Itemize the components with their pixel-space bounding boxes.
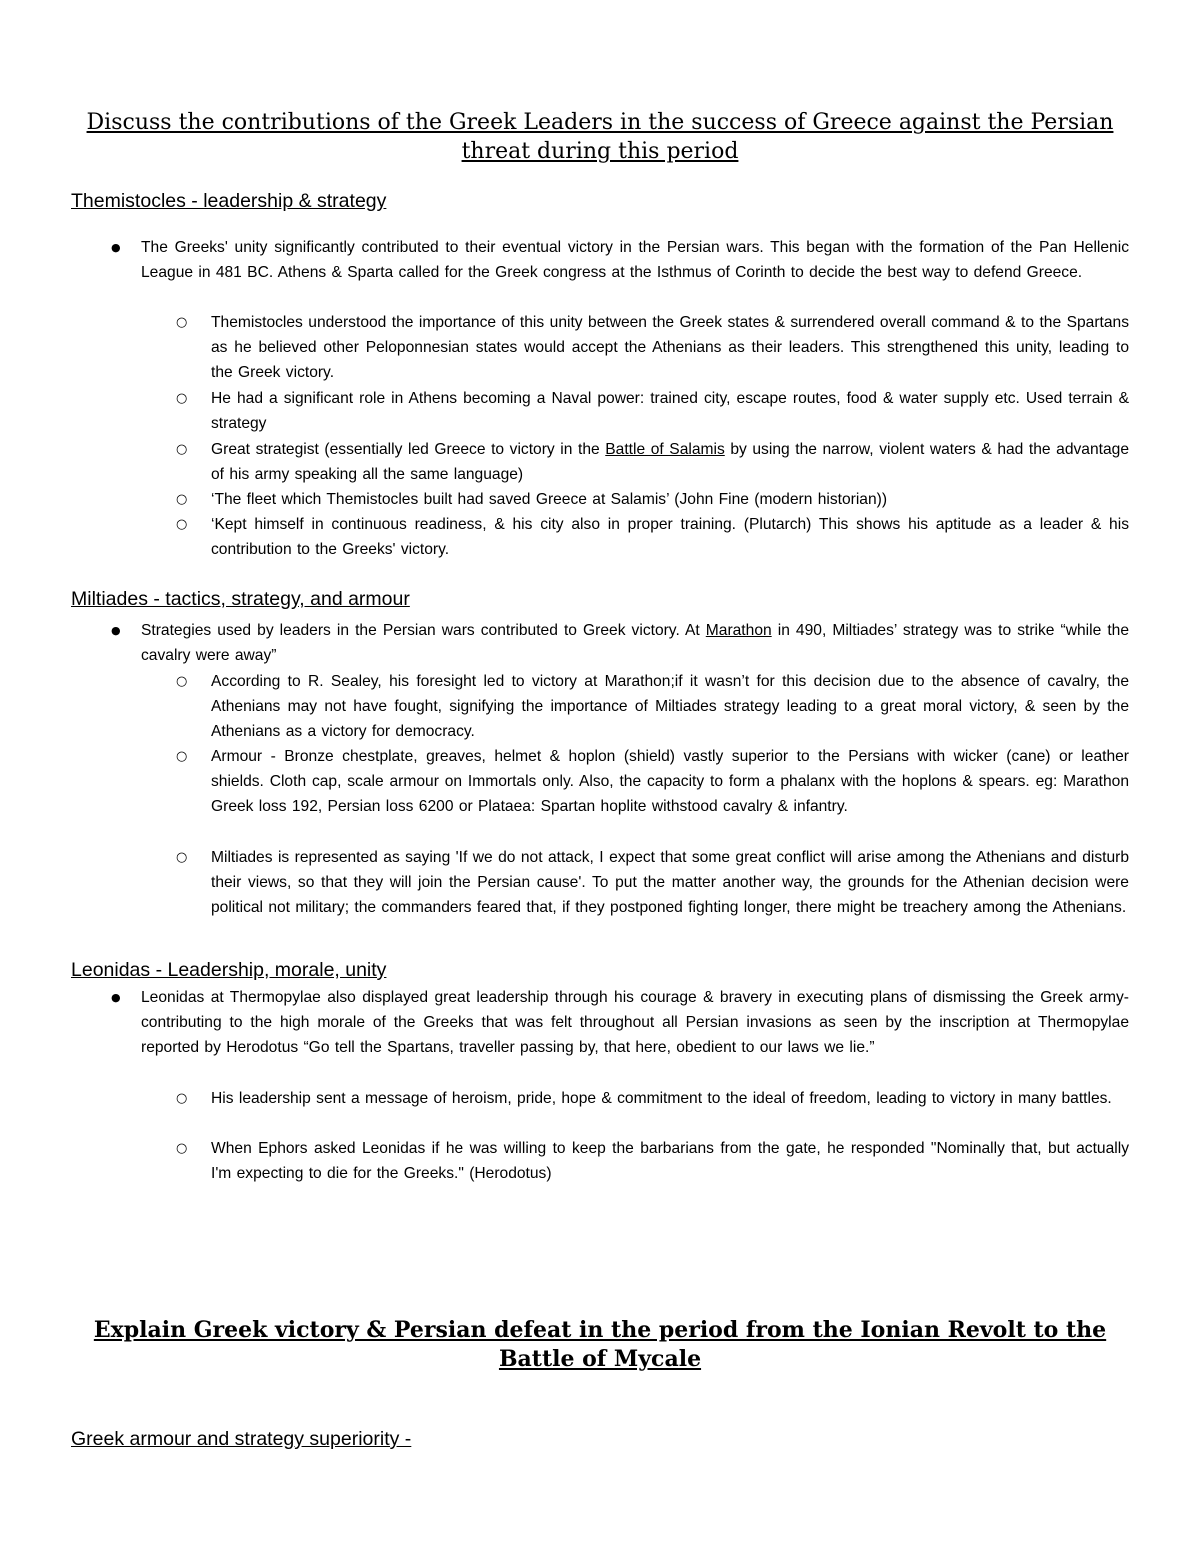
- sub-bullet-icon: ○: [176, 442, 188, 457]
- sub-bullet-icon: ○: [176, 674, 188, 689]
- subsection-heading: Greek armour and strategy superiority -: [71, 1428, 412, 1450]
- sub-bullet-icon: ○: [176, 391, 188, 406]
- list-item: [141, 618, 1129, 668]
- sub-bullet-icon: ○: [176, 1141, 188, 1156]
- sub-list-item: ‘Kept himself in continuous readiness, & his city also in proper training. (Plutarch) This shows his aptitude as a leader & his contribution to the Greeks' victory.: [211, 516, 1129, 559]
- bullet-icon: ●: [111, 991, 121, 1004]
- sub-list-item: ‘The fleet which Themistocles built had saved Greece at Salamis’ (John Fine (modern historian)): [211, 491, 888, 508]
- bullet-icon: ●: [111, 241, 121, 254]
- list-item: The Greeks' unity significantly contributed to their eventual victory in the Persian wars. This began with the formation of the Pan Hellenic League in 481 BC. Athens & Sparta called for the Greek congress at the Isthmus of Corinth to decide the best way to defend Greece.: [141, 239, 1129, 282]
- sub-list-item: Themistocles understood the importance of this unity between the Greek states & surrendered overall command & to the Spartans as he believed other Peloponnesian states would accept the Athenians as their leaders. This strengthened this unity, leading to the Greek victory.: [211, 314, 1129, 382]
- sub-list-item: Miltiades is represented as saying 'If we do not attack, I expect that some great conflict will arise among the Athenians and disturb their views, so that they will join the Persian cause'. To put the matter another way, the grounds for the Athenian decision were political not military; the commanders feared that, if they postponed fighting longer, there might be treachery among the Athenians.: [211, 849, 1129, 917]
- sub-bullet-icon: ○: [176, 749, 188, 764]
- subsection-heading: Themistocles - leadership & strategy: [71, 190, 387, 212]
- link-marathon[interactable]: Marathon: [705, 622, 772, 639]
- sub-bullet-icon: ○: [176, 315, 188, 330]
- bullet-icon: ●: [111, 624, 121, 637]
- section-title: Explain Greek victory & Persian defeat in the period from the Ionian Revolt to the Battle of Mycale: [93, 1317, 1107, 1372]
- sub-bullet-icon: ○: [176, 1091, 188, 1106]
- sub-bullet-icon: ○: [176, 492, 188, 507]
- sub-list-item: He had a significant role in Athens becoming a Naval power: trained city, escape routes, food & water supply etc. Used terrain & strategy: [211, 390, 1129, 433]
- sub-list-item: [211, 437, 1129, 487]
- sub-bullet-icon: ○: [176, 850, 188, 865]
- item-text: in 490, Miltiades’ strategy was to strike “while the cavalry were away”: [141, 622, 1129, 665]
- subsection-heading: Leonidas - Leadership, morale, unity: [71, 959, 387, 981]
- sub-list-item: According to R. Sealey, his foresight led to victory at Marathon;if it wasn’t for this decision due to the absence of cavalry, the Athenians may not have fought, signifying the importance of Miltiades strategy leading to a great moral victory, & seen by the Athenians as a victory for democracy.: [211, 673, 1129, 741]
- sub-bullet-icon: ○: [176, 517, 188, 532]
- section-title: Discuss the contributions of the Greek Leaders in the success of Greece against the Persian threat during this period: [86, 110, 1114, 164]
- item-text: by using the narrow, violent waters & had the advantage of his army speaking all the same language): [211, 441, 1130, 484]
- item-text: Great strategist (essentially led Greece to victory in the: [211, 441, 606, 458]
- sub-list-item: Armour - Bronze chestplate, greaves, helmet & hoplon (shield) vastly superior to the Persians with wicker (cane) or leather shields. Cloth cap, scale armour on Immortals only. Also, the capacity to form a phalanx with the hoplons & spears. eg: Marathon Greek loss 192, Persian loss 6200 or Plataea: Spartan hoplite withstood cavalry & infantry.: [211, 748, 1129, 816]
- link-battle-of-salamis[interactable]: Battle of Salamis: [605, 441, 725, 458]
- sub-list-item: When Ephors asked Leonidas if he was willing to keep the barbarians from the gate, he responded "Nominally that, but actually I'm expecting to die for the Greeks." (Herodotus): [211, 1140, 1129, 1183]
- sub-list-item: His leadership sent a message of heroism, pride, hope & commitment to the ideal of freedom, leading to victory in many battles.: [211, 1090, 1112, 1107]
- item-text: Strategies used by leaders in the Persian wars contributed to Greek victory. At: [141, 622, 706, 639]
- list-item: Leonidas at Thermopylae also displayed great leadership through his courage & bravery in executing plans of dismissing the Greek army- contributing to the high morale of the Greeks that was felt throughout all Persian invasions as seen by the inscription at Thermopylae reported by Herodotus “Go tell the Spartans, traveller passing by, that here, obedient to our laws we lie.”: [141, 989, 1129, 1057]
- subsection-heading: Miltiades - tactics, strategy, and armour: [71, 588, 410, 610]
